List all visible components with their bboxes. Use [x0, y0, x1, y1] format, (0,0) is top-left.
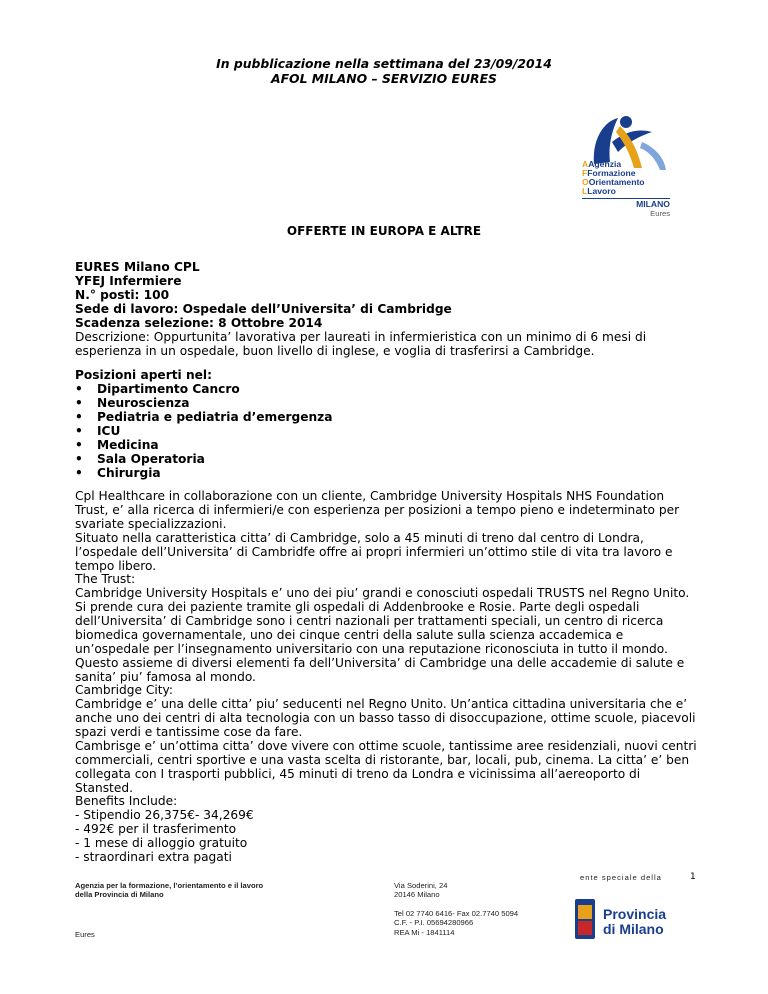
logo-line-1: AAgenzia: [582, 159, 622, 169]
benefits-heading: Benefits Include:: [75, 794, 178, 808]
logo-line-3: OOrientamento: [582, 177, 645, 187]
footer-agency: Agenzia per la formazione, l’orientamento e il lavoro della Provincia di Milano: [75, 881, 264, 900]
intro-paragraph-1: Cpl Healthcare in collaborazione con un cliente, Cambridge University Hospitals NHS Foundation Trust, e’ alla ricerca di infermieri/e con esperienza per posizioni a tempo pieno e indeterminato per svariate specializzazioni.: [75, 489, 680, 531]
positions-section: [75, 368, 700, 480]
job-posts: N.° posti: 100: [75, 288, 170, 302]
job-org: EURES Milano CPL: [75, 260, 200, 274]
list-item: • ICU: [75, 424, 121, 438]
logo-city: MILANO: [636, 199, 670, 209]
positions-list: [75, 382, 700, 480]
list-item: • Dipartimento Cancro: [75, 382, 240, 396]
list-item: • Medicina: [75, 438, 159, 452]
logo-line-2: FFormazione: [582, 168, 636, 178]
benefits-section: [75, 794, 700, 864]
list-item: • Neuroscienza: [75, 396, 190, 410]
positions-heading: Posizioni aperti nel:: [75, 368, 212, 382]
trust-paragraph-1: Cambridge University Hospitals e’ uno dei piu’ grandi e conosciuti ospedali TRUSTS nel Regno Unito.: [75, 586, 690, 600]
intro-paragraph-2: Situato nella caratteristica citta’ di Cambridge, solo a 45 minuti di treno dal centro di Londra, l’ospedale dell’Universita’ di Cambridfe offre ai propri infermieri un’ottimo stile di vita tra lavoro e tempo libero.: [75, 531, 673, 573]
city-paragraph-1: Cambridge e’ una delle citta’ piu’ seducenti nel Regno Unito. Un’antica cittadina universitaria che e’ anche uno dei centri di alta tecnologia con un basso tasso di disoccupazione, ottime scuole, piacevoli spazi verdi e tantissime cose da fare.: [75, 697, 696, 739]
footer-address: Via Soderini, 24 20146 Milano: [394, 881, 448, 900]
list-item: - straordinari extra pagati: [75, 850, 232, 864]
header-line-2: AFOL MILANO – SERVIZIO EURES: [271, 71, 497, 86]
provincia-logo: [573, 893, 683, 945]
list-item: - 492€ per il trasferimento: [75, 822, 237, 836]
page-title: OFFERTE IN EUROPA E ALTRE: [286, 224, 482, 238]
job-location: Sede di lavoro: Ospedale dell’Universita’ di Cambridge: [75, 302, 452, 316]
city-heading: Cambridge City:: [75, 683, 173, 697]
footer-ente: ente speciale della: [580, 873, 662, 882]
logo-line-4: LLavoro: [582, 186, 616, 196]
job-role: YFEJ Infermiere: [75, 274, 182, 288]
job-deadline: Scadenza selezione: 8 Ottobre 2014: [75, 316, 323, 330]
job-description: Descrizione: Oppurtunita’ lavorativa per laureati in infermieristica con un minimo di 6 mesi di esperienza in un ospedale, buon livello di inglese, e voglia di trasferirsi a Cambridge.: [75, 330, 647, 358]
header-line-1: In pubblicazione nella settimana del 23/09/2014: [216, 56, 552, 71]
intro-section: [75, 489, 700, 573]
city-paragraph-2: Cambrisge e’ un’ottima citta’ dove vivere con ottime scuole, tantissime aree residenziali, nuovi centri commerciali, centri sportive e una vasta scelta di ristorante, bar, locali, pub, cinema. La citta’ e’ ben collegata con I trasporti pubblici, 45 minuti di treno da Londra e vicinissima all’aereoporto di Stansted.: [75, 739, 697, 795]
provincia-name-1: Provincia: [603, 906, 667, 922]
footer-eures: Eures: [75, 930, 95, 939]
list-item: • Sala Operatoria: [75, 452, 205, 466]
provincia-crest-icon: [573, 897, 597, 941]
city-section: [75, 683, 700, 795]
list-item: • Chirurgia: [75, 466, 161, 480]
list-item: • Pediatria e pediatria d’emergenza: [75, 410, 333, 424]
provincia-name-2: di Milano: [603, 921, 664, 937]
footer-contacts: Tel 02 7740 6416- Fax 02.7740 5094 C.F. - P.I. 05694280966 REA Mi - 1841114: [394, 909, 519, 937]
page-number: 1: [690, 872, 696, 882]
trust-section: [75, 572, 700, 684]
afol-logo: [572, 112, 674, 218]
list-item: - 1 mese di alloggio gratuito: [75, 836, 248, 850]
logo-sub: Eures: [650, 209, 670, 218]
job-details: [75, 260, 700, 358]
trust-heading: The Trust:: [75, 572, 136, 586]
trust-paragraph-2: Si prende cura dei paziente tramite gli ospedali di Addenbrooke e Rosie. Parte degli ospedali dell’Universita’ di Cambridge sono i centri nazionali per trattamenti speciali, un centro di ricerca biomedica governamentale, uno dei cinque centri della salute sulla scienza accademica e un’ospedale per l’insegnamento universitario con una reputazione riconosciuta in tutto il mondo. Questo assieme di diversi elementi fa dell’Universita’ di Cambridge una delle accademie di salute e sanita’ piu’ famosa al mondo.: [75, 600, 685, 684]
list-item: - Stipendio 26,375€- 34,269€: [75, 808, 254, 822]
